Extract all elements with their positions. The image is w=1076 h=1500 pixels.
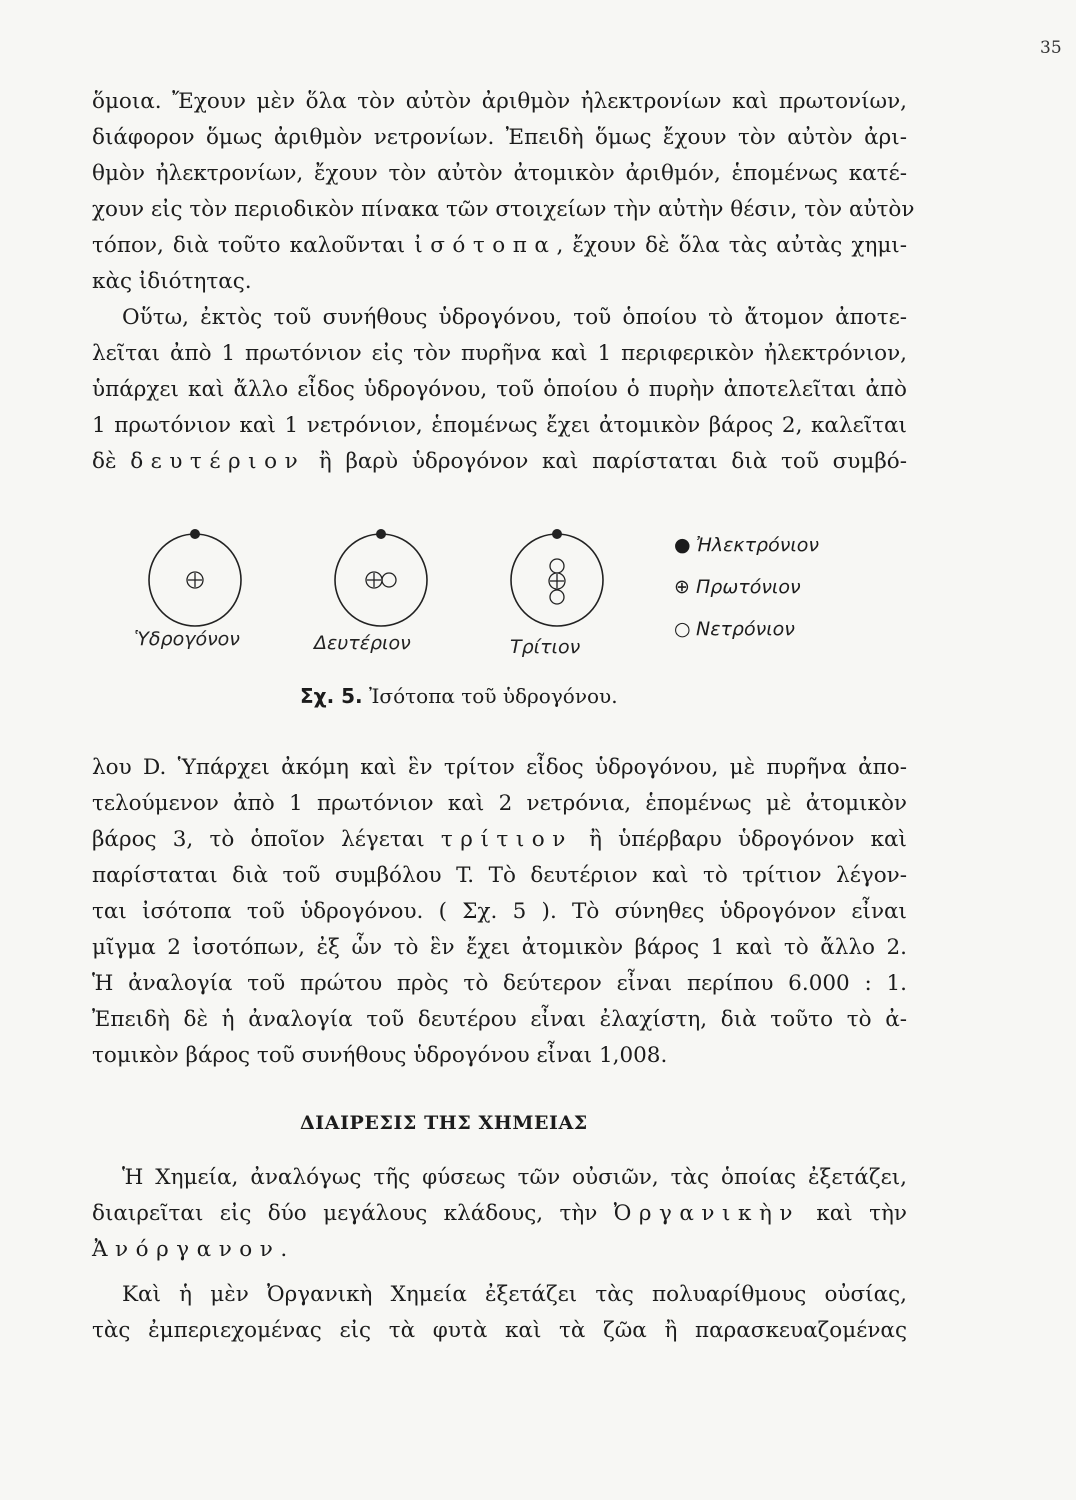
text-line: λου D. Ὑπάρχει ἀκόμη καὶ ἓν τρίτον εἶδος ὑδρογόνου, μὲ πυρῆνα ἀπο- (92, 755, 907, 780)
text-fragment: , ἔχουν δὲ ὅλα τὰς αὐτὰς χημι- (556, 233, 907, 258)
caption-number: Σχ. 5. (300, 684, 363, 708)
paragraph-branches (92, 1160, 907, 1268)
text-line: τὰς ἐμπεριεχομένας εἰς τὰ φυτὰ καὶ τὰ ζῶα ἢ παρασκευαζομένας (92, 1318, 907, 1343)
legend-proton (674, 576, 801, 598)
paragraph-organic-chemistry (92, 1277, 907, 1349)
tritium-atom-diagram (511, 529, 603, 626)
proton-symbol-icon: ⊕ (674, 576, 690, 598)
legend-label: Ἠλεκτρόνιον (696, 534, 820, 556)
electron-symbol-icon: ● (674, 534, 691, 556)
paragraph-isotopes-intro (92, 84, 915, 300)
page-number: 35 (1040, 38, 1062, 58)
legend-label: Πρωτόνιον (696, 576, 801, 598)
text-line: Οὕτω, ἐκτὸς τοῦ συνήθους ὑδρογόνου, τοῦ ὁποίου τὸ ἄτομον ἀποτε- (122, 305, 907, 330)
label-tritium: Τρίτιον (510, 636, 581, 658)
term-tritium: τρίτιον (440, 827, 573, 852)
text-fragment: διαιρεῖται εἰς δύο μεγάλους κλάδους, τὴν (92, 1201, 598, 1226)
text-line (92, 1196, 907, 1232)
legend-neutron (674, 618, 795, 640)
text-fragment: βάρος 3, τὸ ὁποῖον λέγεται (92, 827, 425, 852)
text-line: τομικὸν βάρος τοῦ συνήθους ὑδρογόνου εἶναι 1,008. (92, 1043, 668, 1068)
electron-dot (552, 529, 562, 539)
text-line: διάφορον ὅμως ἀριθμὸν νετρονίων. Ἐπειδὴ ὅμως ἔχουν τὸν αὐτὸν ἀρι- (92, 125, 907, 150)
neutron-symbol-icon: ○ (674, 618, 691, 640)
text-line: Ἡ ἀναλογία τοῦ πρώτου πρὸς τὸ δεύτερον εἶναι περίπου 6.000 : 1. (92, 971, 907, 996)
text-line: Ἐπειδὴ δὲ ἡ ἀναλογία τοῦ δευτέρου εἶναι ἐλαχίστη, διὰ τοῦτο τὸ ἀ- (92, 1007, 907, 1032)
text-line (92, 228, 907, 264)
text-line: ὑπάρχει καὶ ἄλλο εἶδος ὑδρογόνου, τοῦ ὁποίου ὁ πυρὴν ἀποτελεῖται ἀπὸ (92, 377, 907, 402)
text-fragment: ἢ ὑπέρβαρυ ὑδρογόνον καὶ (589, 827, 907, 852)
text-fragment: δὲ (92, 449, 117, 474)
text-line: μῖγμα 2 ἰσοτόπων, ἐξ ὧν τὸ ἓν ἔχει ἀτομικὸν βάρος 1 καὶ τὸ ἄλλο 2. (92, 935, 907, 960)
figure-caption (300, 684, 618, 708)
text-line: παρίσταται διὰ τοῦ συμβόλου T. Τὸ δευτέριον καὶ τὸ τρίτιον λέγον- (92, 863, 907, 888)
text-line: 1 πρωτόνιον καὶ 1 νετρόνιον, ἑπομένως ἔχει ἀτομικὸν βάρος 2, καλεῖται (92, 413, 907, 438)
label-deuterium: Δευτέριον (314, 632, 411, 654)
term-isotopes: ἰσότοπα (414, 233, 557, 258)
deuterium-atom-diagram (335, 529, 427, 626)
label-hydrogen: Ὑδρογόνον (134, 628, 240, 650)
text-fragment: τόπον, διὰ τοῦτο καλοῦνται (92, 233, 406, 258)
text-fragment: ἢ βαρὺ ὑδρογόνον καὶ παρίσταται διὰ τοῦ συμβό- (318, 449, 907, 474)
electron-dot (376, 529, 386, 539)
term-organic: Ὀργανικὴν (613, 1201, 800, 1226)
text-line (92, 822, 907, 858)
text-line (92, 444, 907, 480)
text-line: θμὸν ἠλεκτρονίων, ἔχουν τὸν αὐτὸν ἀτομικὸν ἀριθμόν, ἑπομένως κατέ- (92, 161, 907, 186)
caption-text: Ἰσότοπα τοῦ ὑδρογόνου. (369, 684, 618, 708)
text-line: τελούμενον ἀπὸ 1 πρωτόνιον καὶ 2 νετρόνια, ἑπομένως μὲ ἀτομικὸν (92, 791, 907, 816)
text-line: κὰς ἰδιότητας. (92, 269, 252, 294)
text-line: λεῖται ἀπὸ 1 πρωτόνιον εἰς τὸν πυρῆνα καὶ 1 περιφερικὸν ἠλεκτρόνιον, (92, 341, 907, 366)
text-line: ὅμοια. Ἔχουν μὲν ὅλα τὸν αὐτὸν ἀριθμὸν ἠλεκτρονίων καὶ πρωτονίων, (92, 89, 907, 114)
text-fragment: καὶ τὴν (816, 1201, 907, 1226)
hydrogen-atom-diagram (149, 529, 241, 626)
legend-label: Νετρόνιον (696, 618, 795, 640)
paragraph-tritium (92, 750, 907, 1074)
electron-dot (190, 529, 200, 539)
text-line: Ἡ Χημεία, ἀναλόγως τῆς φύσεως τῶν οὐσιῶν, τὰς ὁποίας ἐξετάζει, (122, 1165, 907, 1190)
term-deuterium: δευτέριον (130, 449, 306, 474)
legend-electron (674, 534, 819, 556)
term-inorganic: Ἀνόργανον. (92, 1237, 295, 1262)
text-line: ται ἰσότοπα τοῦ ὑδρογόνου. ( Σχ. 5 ). Τὸ σύνηθες ὑδρογόνον εἶναι (92, 899, 907, 924)
text-line: χουν εἰς τὸν περιοδικὸν πίνακα τῶν στοιχείων τὴν αὐτὴν θέσιν, τὸν αὐτὸν (92, 197, 915, 222)
text-line: Καὶ ἡ μὲν Ὀργανικὴ Χημεία ἐξετάζει τὰς πολυαρίθμους οὐσίας, (122, 1282, 907, 1307)
paragraph-deuterium (92, 300, 907, 480)
section-heading: ΔΙΑΙΡΕΣΙΣ ΤΗΣ ΧΗΜΕΙΑΣ (300, 1112, 588, 1134)
